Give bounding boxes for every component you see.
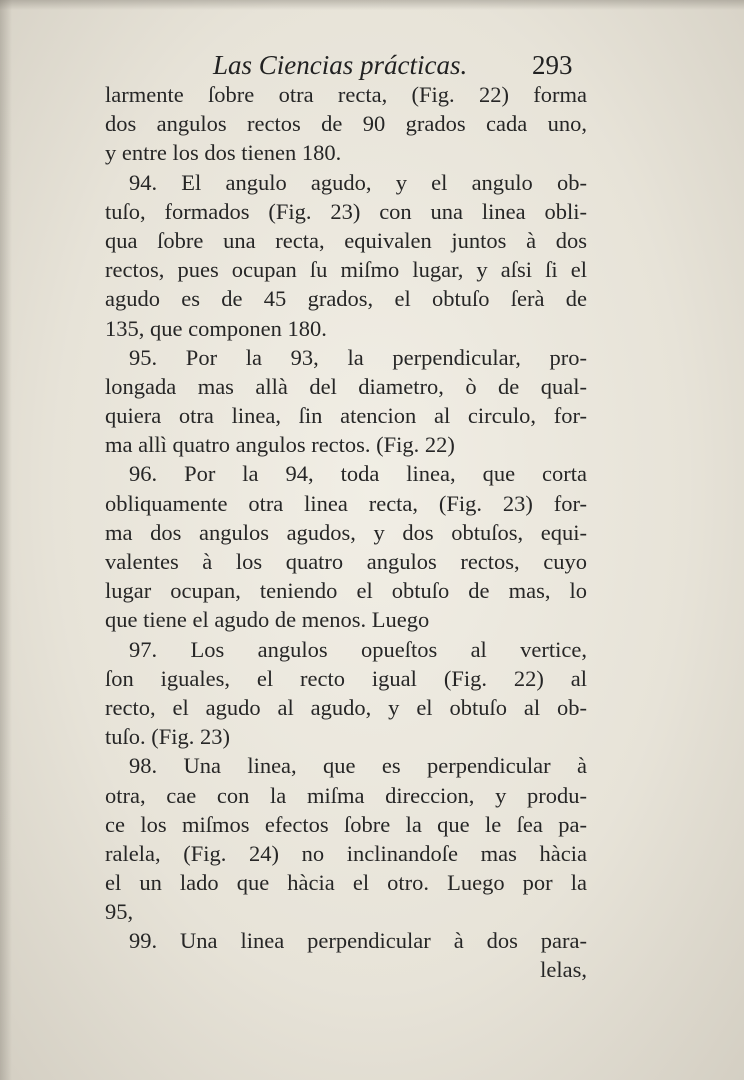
paragraph-94-start: 94. El angulo agudo, y el angulo ob- (129, 169, 587, 195)
text-line: ce los miſmos efectos ſobre la que le ſea pa- (105, 811, 587, 837)
paragraph-96-start: 96. Por la 94, toda linea, que corta (129, 461, 587, 487)
running-title: Las Ciencias prácticas. (213, 50, 468, 80)
text-line: recto, el agudo al agudo, y el obtuſo al ob- (105, 694, 587, 720)
text-line: valentes à los quatro angulos rectos, cuyo (105, 549, 587, 574)
text-line: y entre los dos tienen 180. (105, 140, 342, 166)
paragraph-98-start: 98. Una linea, que es perpendicular à (129, 753, 587, 779)
paragraph-99-start: 99. Una linea perpendicular à dos para- (129, 928, 587, 954)
paragraph-95-start: 95. Por la 93, la perpendicular, pro- (129, 344, 587, 370)
text-line: qua ſobre una recta, equivalen juntos à dos (105, 227, 587, 253)
page-top-shadow (0, 0, 744, 10)
text-line: larmente ſobre otra recta, (Fig. 22) forma (105, 82, 587, 107)
text-line: dos angulos rectos de 90 grados cada uno, (105, 111, 587, 137)
text-line: ralela, (Fig. 24) no inclinandoſe mas hàcia (105, 840, 587, 866)
text-line: ma dos angulos agudos, y dos obtuſos, equi- (105, 519, 587, 545)
text-line: que tiene el agudo de menos. Luego (105, 607, 430, 633)
text-line: el un lado que hàcia el otro. Luego por la (105, 870, 587, 896)
text-line: agudo es de 45 grados, el obtuſo ſerà de (105, 286, 587, 312)
text-line: 135, que componen 180. (105, 315, 327, 341)
paragraph-97-start: 97. Los angulos opueſtos al vertice, (129, 636, 587, 662)
catchword: lelas, (540, 957, 587, 982)
text-line: ſon iguales, el recto igual (Fig. 22) al (105, 665, 587, 691)
text-line: otra, cae con la miſma direccion, y produ- (105, 782, 587, 808)
text-line: longada mas allà del diametro, ò de qual- (105, 373, 587, 399)
text-line: obliquamente otra linea recta, (Fig. 23) for- (105, 490, 587, 516)
text-line: rectos, pues ocupan ſu miſmo lugar, y aſsi ſi el (105, 257, 587, 283)
text-line: tuſo, formados (Fig. 23) con una linea obli- (105, 198, 587, 224)
page-gutter-shadow (0, 0, 12, 1080)
page-header (0, 50, 744, 84)
text-line: quiera otra linea, ſin atencion al circulo, for- (105, 403, 587, 429)
text-line: ma allì quatro angulos rectos. (Fig. 22) (105, 432, 455, 458)
text-line: tuſo. (Fig. 23) (105, 724, 231, 750)
text-line: lugar ocupan, teniendo el obtuſo de mas, lo (105, 578, 587, 604)
page-number: 293 (532, 50, 573, 80)
text-line: 95, (105, 899, 134, 925)
body-text (105, 80, 587, 956)
